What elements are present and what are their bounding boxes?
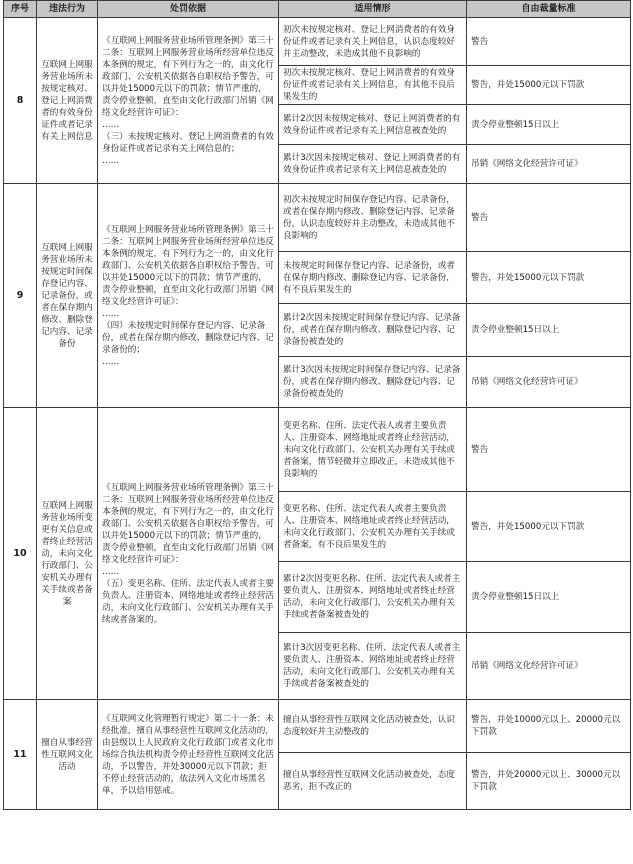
situation-cell: 累计3次因未按规定时间保存登记内容、记录备份，或者在保存期内修改、删除登记内容、记录备份被查处的 [279,357,467,408]
penalty-basis [98,18,279,184]
standard-cell: 警告 [467,18,631,66]
basis-paragraph: …… [102,119,120,130]
standard-cell: 吊销《网络文化经营许可证》 [467,357,631,408]
basis-paragraph: （三）未按规定核对、登记上网消费者的有效身份证件或者记录有关上网信息的； [102,131,274,154]
row-number: 9 [4,184,37,408]
row-number: 11 [4,700,37,810]
standard-cell: 警告，并处15000元以下罚款 [467,252,631,304]
violation-act: 互联网上网服务营业场所变更有关信息或者终止经营活动，未向文化行政部门、公安机关办理有关手续或者备案 [37,408,98,700]
header-standard: 自由裁量标准 [467,1,631,18]
penalty-basis [98,700,279,810]
violation-act: 擅自从事经营性互联网文化活动 [37,700,98,810]
situation-cell: 初次未按规定核对、登记上网消费者的有效身份证件或者记录有关上网信息，认识态度较好并主动整改，未造成其他不良影响的 [279,18,467,66]
violation-act: 互联网上网服务营业场所未按规定时间保存登记内容、记录备份，或者在保存期内修改、删除登记内容、记录备份 [37,184,98,408]
situation-cell: 变更名称、住所、法定代表人或者主要负责人、注册资本、网络地址或者终止经营活动，未向文化行政部门、公安机关办理有关手续或者备案，有不良后果发生的 [279,492,467,562]
situation-cell: 擅自从事经营性互联网文化活动被查处，态度恶劣，拒不改正的 [279,753,467,810]
situation-cell: 初次未按规定时间保存登记内容、记录备份，或者在保存期内修改、删除登记内容、记录备份，认识态度较好并主动整改，未造成其他不良影响的 [279,184,467,252]
situation-cell: 未按规定时间保存登记内容、记录备份，或者在保存期内修改、删除登记内容、记录备份，有不良后果发生的 [279,252,467,304]
situation-cell: 累计2次因变更名称、住所、法定代表人或者主要负责人、注册资本、网络地址或者终止经营活动，未向文化行政部门、公安机关办理有关手续或者备案被查处的 [279,562,467,633]
standard-cell: 警告，并处15000元以下罚款 [467,492,631,562]
header-act: 违法行为 [37,1,98,18]
penalty-basis [98,184,279,408]
penalty-table-wrapper [3,0,630,810]
basis-paragraph: （四）未按规定时间保存登记内容、记录备份，或者在保存期内修改、删除登记内容、记录备份的； [102,320,274,355]
situation-cell: 初次未按规定核对、登记上网消费者的有效身份证件或者记录有关上网信息，有其他不良后果发生的 [279,66,467,105]
basis-paragraph: 《互联网上网服务营业场所管理条例》第三十二条：互联网上网服务营业场所经营单位违反本条例的规定，有下列行为之一的，由文化行政部门、公安机关依据各自职权给予警告，可以并处15000元以下的罚款；情节严重的，责令停业整顿，直至由文化行政部门吊销《网络文化经营许可证》： [102,224,274,307]
standard-cell: 警告，并处20000元以上、30000元以下罚款 [467,753,631,810]
basis-paragraph: （五）变更名称、住所、法定代表人或者主要负责人、注册资本、网络地址或者终止经营活动，未向文化行政部门、公安机关办理有关手续或者备案的。 [102,578,274,625]
table-row [4,408,631,492]
standard-cell: 责令停业整顿15日以上 [467,105,631,145]
basis-paragraph: 《互联网上网服务营业场所管理条例》第三十二条：互联网上网服务营业场所经营单位违反本条例的规定，有下列行为之一的，由文化行政部门、公安机关依据各自职权给予警告，可以并处15000元以下的罚款；情节严重的，责令停业整顿，直至由文化行政部门吊销《网络文化经营许可证》： [102,482,274,565]
standard-cell: 吊销《网络文化经营许可证》 [467,145,631,184]
situation-cell: 累计3次因变更名称、住所、法定代表人或者主要负责人、注册资本、网络地址或者终止经营活动，未向文化行政部门、公安机关办理有关手续或者备案被查处的 [279,633,467,700]
standard-cell: 责令停业整顿15日以上 [467,562,631,633]
header-situation: 适用情形 [279,1,467,18]
basis-paragraph: 《互联网上网服务营业场所管理条例》第三十二条：互联网上网服务营业场所经营单位违反本条例的规定，有下列行为之一的，由文化行政部门、公安机关依据各自职权给予警告，可以并处15000元以下的罚款；情节严重的，责令停业整顿，直至由文化行政部门吊销《网络文化经营许可证》： [102,35,274,118]
table-row [4,18,631,66]
row-number: 10 [4,408,37,700]
basis-paragraph: …… [102,566,120,577]
basis-paragraph: 《互联网文化管理暂行规定》第二十一条：未经批准，擅自从事经营性互联网文化活动的，由县级以上人民政府文化行政部门或者文化市场综合执法机构责令停止经营性互联网文化活动，予以警告，并处30000元以下罚款；拒不停止经营活动的，依法列入文化市场黑名单，予以信用惩戒。 [102,713,274,796]
standard-cell: 责令停业整顿15日以上 [467,304,631,357]
standard-cell: 警告，并处15000元以下罚款 [467,66,631,105]
penalty-table [3,0,631,810]
situation-cell: 累计3次因未按规定核对、登记上网消费者的有效身份证件或者记录有关上网信息被查处的 [279,145,467,184]
basis-paragraph: …… [102,356,120,367]
basis-paragraph: …… [102,155,120,166]
standard-cell: 警告 [467,408,631,492]
situation-cell: 擅自从事经营性互联网文化活动被查处，认识态度较好并主动整改的 [279,700,467,753]
situation-cell: 累计2次因未按规定核对、登记上网消费者的有效身份证件或者记录有关上网信息被查处的 [279,105,467,145]
situation-cell: 累计2次因未按规定时间保存登记内容、记录备份，或者在保存期内修改、删除登记内容、记录备份被查处的 [279,304,467,357]
basis-paragraph: …… [102,308,120,319]
table-row [4,184,631,252]
header-no: 序号 [4,1,37,18]
violation-act: 互联网上网服务营业场所未按规定核对、登记上网消费者的有效身份证件或者记录有关上网信息 [37,18,98,184]
standard-cell: 吊销《网络文化经营许可证》 [467,633,631,700]
table-row [4,700,631,753]
table-header-row [4,1,631,18]
standard-cell: 警告 [467,184,631,252]
situation-cell: 变更名称、住所、法定代表人或者主要负责人、注册资本、网络地址或者终止经营活动，未向文化行政部门、公安机关办理有关手续或者备案，情节轻微并立即改正，未造成其他不良影响的 [279,408,467,492]
row-number: 8 [4,18,37,184]
header-basis: 处罚依据 [98,1,279,18]
penalty-basis [98,408,279,700]
standard-cell: 警告，并处10000元以上、20000元以下罚款 [467,700,631,753]
